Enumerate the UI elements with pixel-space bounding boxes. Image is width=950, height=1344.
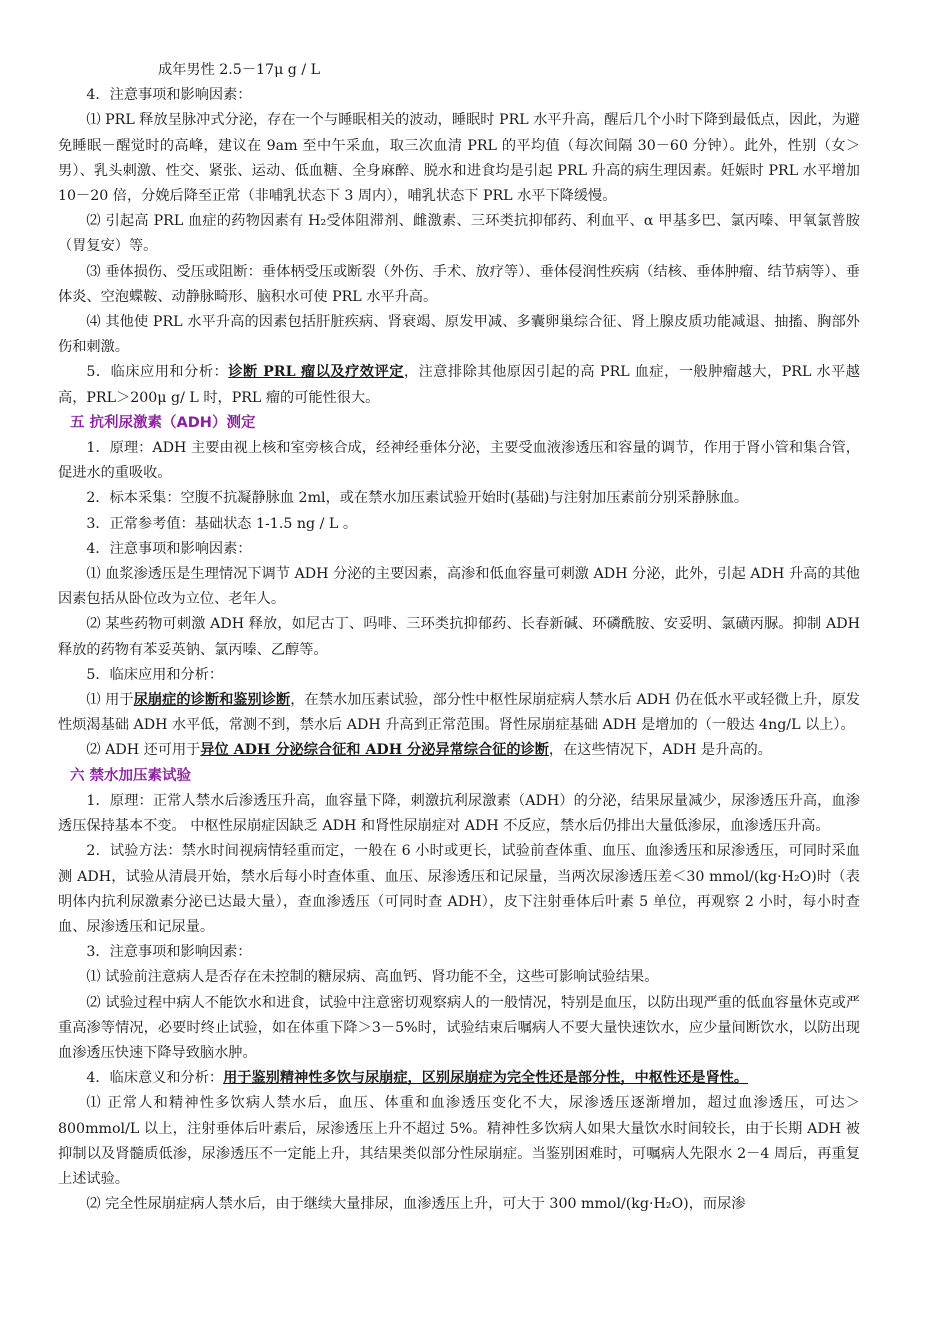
paragraph: ⑴ PRL 释放呈脉冲式分泌，存在一个与睡眠相关的波动，睡眠时 PRL 水平升高，醒后几个小时下降到最低点，因此，为避免睡眠－醒觉时的高峰，建议在 9am 至中午采血，取三次血清 PRL 的平均值（每次间隔 30－60 分钟）。此外，性别（女＞男）、乳头刺激、性交、紧张、运动、低血糖、全身麻醉、脱水和进食均是引起 PRL 升高的病生理因素。妊娠时 PRL 水平增加 10－20 倍，分娩后降至正常（非哺乳状态下 3 周内），哺乳状态下 PRL 水平下降缓慢。 (58, 112, 861, 205)
paragraph-lead: ⑴ 用于 (86, 692, 134, 709)
paragraph: ⑵ 试验过程中病人不能饮水和进食，试验中注意密切观察病人的一般情况，特别是血压，以防出现严重的低血容量休克或严重高渗等情况，必要时终止试验，如在体重下降＞3－5%时，试验结束后嘱病人不要大量快速饮水，应少量间断饮水，以防出现血渗透压快速下降导致脑水肿。 (58, 994, 860, 1061)
paragraph: 4．注意事项和影响因素： (86, 540, 252, 557)
paragraph: ⑵ 引起高 PRL 血症的药物因素有 H₂受体阻滞剂、雌激素、三环类抗抑郁药、利血平、α 甲基多巴、氯丙嗪、甲氧氯普胺（胃复安）等。 (58, 213, 860, 255)
paragraph-tail: ，注意排除其他原因引起的高 PRL 血症，一般肿瘤越大，PRL 水平越高，PRL＞200μ g/ L 时，PRL 瘤的可能性很大。 (58, 364, 860, 406)
paragraph: 成年男性 2.5－17μ g / L (158, 62, 321, 78)
emphasis-text: 异位 ADH 分泌综合征和 ADH 分泌异常综合征的诊断 (200, 742, 549, 759)
paragraph: ⑴ 血浆渗透压是生理情况下调节 ADH 分泌的主要因素，高渗和低血容量可刺激 ADH 分泌，此外，引起 ADH 升高的其他因素包括从卧位改为立位、老年人。 (58, 566, 860, 608)
paragraph: 1．原理：正常人禁水后渗透压升高，血容量下降，刺激抗利尿激素（ADH）的分泌，结果尿量减少，尿渗透压升高，血渗透压保持基本不变。 中枢性尿崩症因缺乏 ADH 和肾性尿崩症对 ADH 不反应，禁水后仍排出大量低渗尿，血渗透压升高。 (58, 792, 860, 835)
paragraph-lead: ⑵ ADH 还可用于 (86, 742, 201, 759)
paragraph: ⑵ 某些药物可刺激 ADH 释放，如尼古丁、吗啡、三环类抗抑郁药、长春新碱、环磷酰胺、安妥明、氯磺丙脲。抑制 ADH 释放的药物有苯妥英钠、氯丙嗪、乙醇等。 (58, 616, 860, 658)
emphasis-text: 用于鉴别精神性多饮与尿崩症，区别尿崩症为完全性还是部分性，中枢性还是肾性。 (223, 1070, 749, 1087)
paragraph-tail: ，在这些情况下，ADH 是升高的。 (548, 742, 772, 759)
emphasis-text: 诊断 PRL 瘤以及疗效评定 (228, 364, 404, 381)
paragraph: 3．正常参考值：基础状态 1-1.5 ng / L 。 (86, 515, 358, 532)
paragraph-lead: 4．临床意义和分析： (86, 1070, 224, 1087)
paragraph: ⑶ 垂体损伤、受压或阻断：垂体柄受压或断裂（外伤、手术、放疗等）、垂体侵润性疾病（结核、垂体肿瘤、结节病等）、垂体炎、空泡蝶鞍、动静脉畸形、脑积水可使 PRL 水平升高。 (58, 263, 860, 305)
paragraph: 2．标本采集：空腹不抗凝静脉血 2ml，或在禁水加压素试验开始时(基础)与注射加压素前分别采静脉血。 (86, 490, 749, 507)
paragraph: 4．注意事项和影响因素： (86, 87, 252, 104)
paragraph: ⑷ 其他使 PRL 水平升高的因素包括肝脏疾病、肾衰竭、原发甲减、多囊卵巢综合征、肾上腺皮质功能减退、抽搐、胸部外伤和刺激。 (58, 314, 860, 356)
paragraph-tail: ，在禁水加压素试验，部分性中枢性尿崩症病人禁水后 ADH 仍在低水平或轻微上升，原发性烦渴基础 ADH 水平低，常测不到，禁水后 ADH 升高到正常范围。肾性尿崩症基础 ADH 是增加的（一般达 4ng/L 以上）。 (58, 692, 860, 734)
paragraph: 1．原理：ADH 主要由视上核和室旁核合成，经神经垂体分泌，主要受血液渗透压和容量的调节，作用于肾小管和集合管，促进水的重吸收。 (58, 440, 860, 482)
paragraph: ⑵ 完全性尿崩症病人禁水后，由于继续大量排尿，血渗透压上升，可大于 300 mmol/(kg·H₂O)，而尿渗 (86, 1196, 746, 1213)
paragraph (58, 360, 860, 410)
emphasis-text: 尿崩症的诊断和鉴别诊断 (133, 692, 291, 709)
section-heading: 六 禁水加压素试验 (70, 767, 192, 784)
paragraph (58, 738, 860, 763)
paragraph: 2．试验方法：禁水时间视病情轻重而定，一般在 6 小时或更长，试验前查体重、血压、血渗透压和尿渗透压，可同时采血测 ADH，试验从清晨开始，禁水后每小时查体重、血压、尿渗透压和记尿量，当两次尿渗透压差＜30 mmol/(kg·H₂O)时（表明体内抗利尿激素分泌已达最大量），查血渗透压（可同时查 ADH），皮下注射垂体后叶素 5 单位，再观察 2 小时，每小时查血、尿渗透压和记尿量。 (58, 843, 860, 935)
document-page (58, 58, 860, 1217)
section-heading: 五 抗利尿激素（ADH）测定 (70, 414, 256, 431)
paragraph: 5．临床应用和分析： (86, 666, 224, 683)
paragraph: 3．注意事项和影响因素： (86, 944, 252, 961)
paragraph: ⑴ 试验前注意病人是否存在未控制的糖尿病、高血钙、肾功能不全，这些可影响试验结果。 (86, 969, 659, 986)
paragraph (58, 688, 860, 738)
paragraph: ⑴ 正常人和精神性多饮病人禁水后，血压、体重和血渗透压变化不大，尿渗透压逐渐增加，超过血渗透压，可达＞800mmol/L 以上，注射垂体后叶素后，尿渗透压上升不超过 5%。精神性多饮病人如果大量饮水时间较长，由于长期 ADH 被抑制以及肾髓质低渗，尿渗透压不一定能上升，其结果类似部分性尿崩症。当鉴别困难时，可嘱病人先限水 2－4 周后，再重复上述试验。 (58, 1095, 860, 1187)
paragraph (58, 1066, 860, 1091)
paragraph-lead: 5．临床应用和分析： (86, 364, 229, 381)
